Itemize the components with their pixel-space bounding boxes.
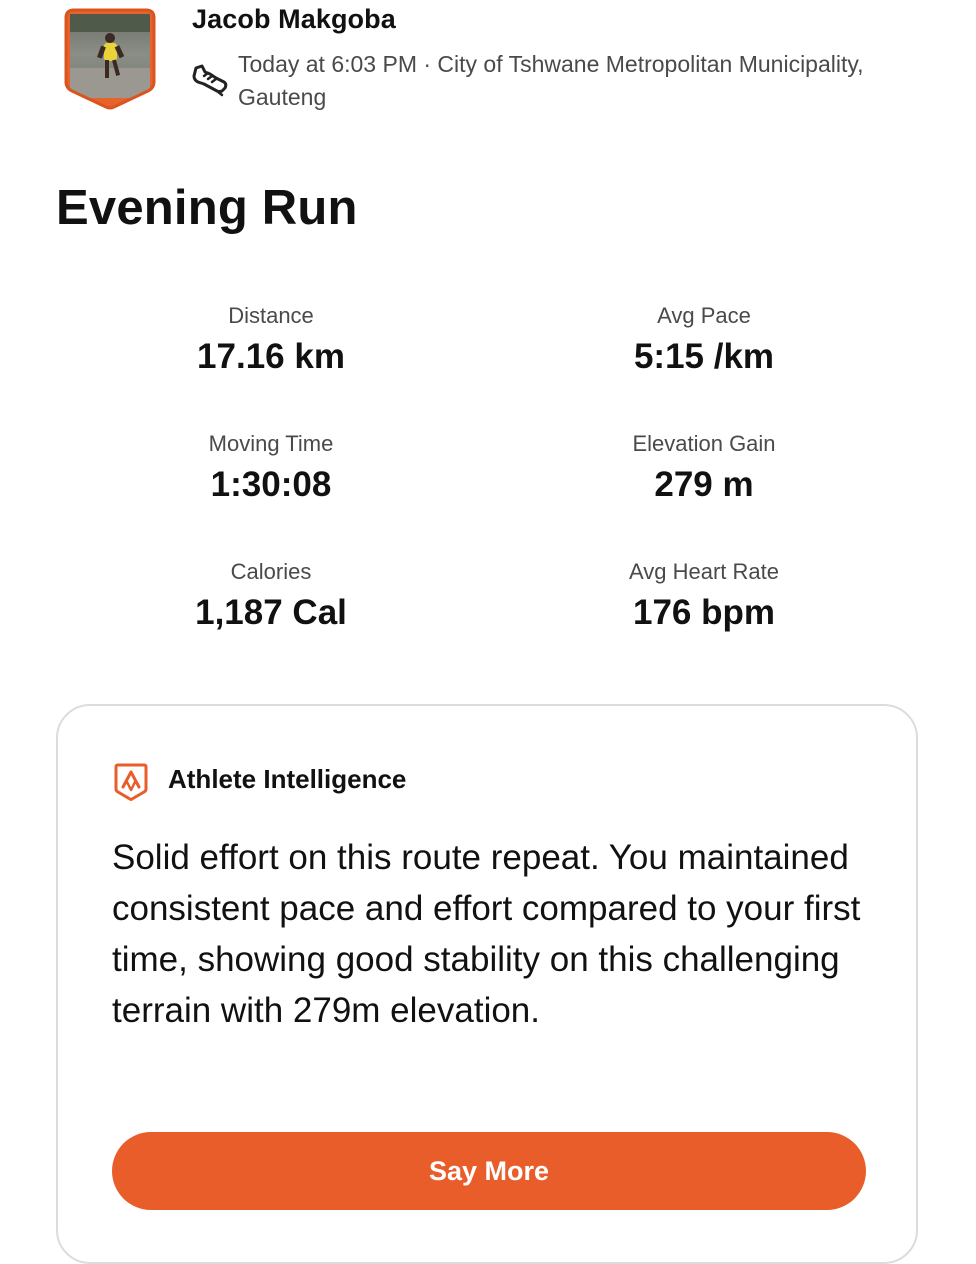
activity-date-location: Today at 6:03 PM · City of Tshwane Metropolitan Municipality, Gauteng [238, 51, 864, 110]
athlete-intelligence-summary: Solid effort on this route repeat. You maintained consistent pace and effort compared to your first time, showing good stability on this challenging terrain with 279m elevation. [112, 838, 861, 1030]
stat-elevation-gain [554, 428, 854, 508]
stat-value: 1:30:08 [210, 465, 332, 504]
stat-label: Distance [228, 303, 314, 328]
stat-label: Avg Heart Rate [628, 559, 779, 584]
activity-header [0, 0, 976, 130]
stat-distance [121, 300, 421, 380]
athlete-avatar[interactable] [64, 8, 156, 110]
athlete-name[interactable]: Jacob Makgoba [192, 4, 396, 34]
stat-label: Moving Time [208, 431, 334, 456]
stat-value: 17.16 km [197, 337, 345, 376]
stat-moving-time [121, 428, 421, 508]
stat-value: 5:15 /km [633, 337, 775, 376]
stat-avg-heart-rate [554, 556, 854, 636]
avatar-image [64, 8, 156, 110]
activity-stats [56, 300, 920, 650]
stat-value: 176 bpm [633, 593, 775, 632]
running-shoe-icon [190, 62, 230, 98]
activity-title[interactable]: Evening Run [56, 181, 358, 235]
stat-value: 1,187 Cal [195, 593, 347, 632]
stat-label: Avg Pace [657, 303, 751, 328]
stat-label: Calories [230, 559, 312, 584]
stat-avg-pace [554, 300, 854, 380]
stat-value: 279 m [654, 465, 754, 504]
say-more-button[interactable]: Say More [112, 1132, 866, 1210]
athlete-intelligence-icon [114, 762, 148, 802]
athlete-intelligence-title: Athlete Intelligence [168, 764, 407, 794]
stat-calories [121, 556, 421, 636]
stat-label: Elevation Gain [632, 431, 776, 456]
athlete-intelligence-card [56, 704, 918, 1264]
